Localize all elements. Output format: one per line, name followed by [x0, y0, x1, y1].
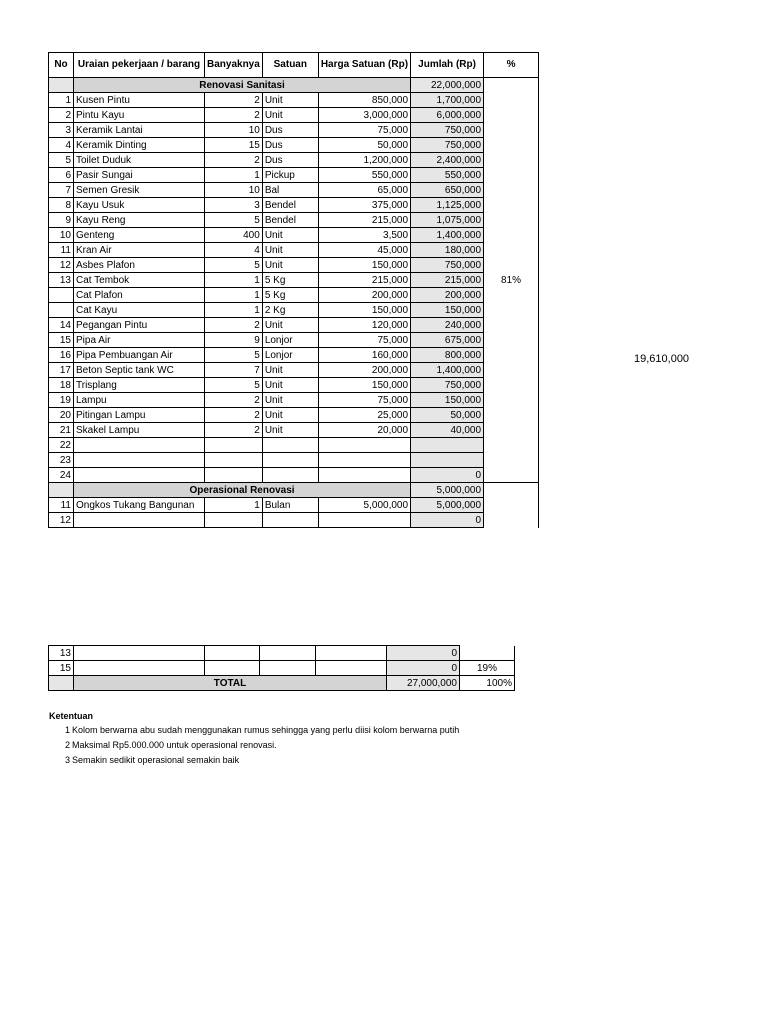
- cell-qty[interactable]: 1: [205, 273, 263, 288]
- cell-amount[interactable]: 240,000: [411, 318, 484, 333]
- section-header-renovasi: [49, 78, 539, 93]
- table-row: [49, 333, 539, 348]
- cell-qty[interactable]: 15: [205, 138, 263, 153]
- cell-item[interactable]: Genteng: [74, 228, 205, 243]
- total-no-cell: [49, 676, 74, 691]
- notes-heading: Ketentuan: [49, 711, 94, 721]
- cell-price[interactable]: [316, 661, 387, 676]
- cell-amount[interactable]: 1,075,000: [411, 213, 484, 228]
- cell-qty[interactable]: [205, 646, 260, 661]
- cell-qty[interactable]: [205, 453, 263, 468]
- note-text: Semakin sedikit operasional semakin baik: [72, 755, 240, 765]
- cell-price[interactable]: 20,000: [318, 423, 410, 438]
- cell-no[interactable]: 11: [49, 243, 74, 258]
- cell-qty[interactable]: 400: [205, 228, 263, 243]
- cell-price[interactable]: 50,000: [318, 138, 410, 153]
- cell-amount[interactable]: 180,000: [411, 243, 484, 258]
- note-text: Kolom berwarna abu sudah menggunakan rumus sehingga yang perlu diisi kolom berwarna putih: [72, 725, 460, 735]
- cell-qty[interactable]: 2: [205, 93, 263, 108]
- cell-amount[interactable]: 675,000: [411, 333, 484, 348]
- cell-price[interactable]: 1,200,000: [318, 153, 410, 168]
- cell-price[interactable]: [318, 513, 410, 528]
- table-row: [49, 198, 539, 213]
- cell-price[interactable]: 65,000: [318, 183, 410, 198]
- cell-amount[interactable]: 215,000: [411, 273, 484, 288]
- cell-amount[interactable]: 750,000: [411, 138, 484, 153]
- cell-unit[interactable]: 5 Kg: [262, 273, 318, 288]
- cell-qty[interactable]: 5: [205, 348, 263, 363]
- cell-amount[interactable]: 200,000: [411, 288, 484, 303]
- table-row: [49, 93, 539, 108]
- cell-qty[interactable]: 3: [205, 198, 263, 213]
- table-row: [49, 438, 539, 453]
- cell-amount[interactable]: 50,000: [411, 408, 484, 423]
- table-row: [49, 646, 515, 661]
- note-item: [63, 740, 459, 755]
- cell-unit[interactable]: Unit: [262, 393, 318, 408]
- cell-unit[interactable]: Unit: [262, 363, 318, 378]
- cell-no[interactable]: 8: [49, 198, 74, 213]
- cell-item[interactable]: [74, 453, 205, 468]
- header-qty: Banyaknya: [205, 53, 263, 78]
- cell-price[interactable]: 215,000: [318, 213, 410, 228]
- cell-no[interactable]: 15: [49, 661, 74, 676]
- section-percent[interactable]: 19%: [460, 661, 515, 676]
- cell-item[interactable]: Keramik Dinting: [74, 138, 205, 153]
- cell-price[interactable]: 160,000: [318, 348, 410, 363]
- cell-no[interactable]: 23: [49, 453, 74, 468]
- cell-amount[interactable]: 750,000: [411, 123, 484, 138]
- cell-no[interactable]: 1: [49, 93, 74, 108]
- total-row: [49, 676, 515, 691]
- cell-unit[interactable]: Dus: [262, 123, 318, 138]
- cell-price[interactable]: [318, 468, 410, 483]
- cell-no[interactable]: 18: [49, 378, 74, 393]
- table-row: [49, 123, 539, 138]
- cell-item[interactable]: Kran Air: [74, 243, 205, 258]
- cell-unit[interactable]: [260, 646, 316, 661]
- cell-unit[interactable]: Unit: [262, 243, 318, 258]
- cell-no[interactable]: 7: [49, 183, 74, 198]
- table-row: [49, 468, 539, 483]
- note-item: [63, 725, 459, 740]
- cell-amount[interactable]: 5,000,000: [411, 498, 484, 513]
- header-price: Harga Satuan (Rp): [318, 53, 410, 78]
- cell-unit[interactable]: Unit: [262, 93, 318, 108]
- section-no-cell: [49, 78, 74, 93]
- cell-item[interactable]: [74, 438, 205, 453]
- cell-item[interactable]: Cat Kayu: [74, 303, 205, 318]
- cell-unit[interactable]: Bal: [262, 183, 318, 198]
- table-row: [49, 378, 539, 393]
- table-row: [49, 183, 539, 198]
- cell-no[interactable]: 9: [49, 213, 74, 228]
- total-percent[interactable]: 100%: [460, 676, 515, 691]
- cell-no[interactable]: [49, 288, 74, 303]
- cell-no[interactable]: 19: [49, 393, 74, 408]
- cell-item[interactable]: Pegangan Pintu: [74, 318, 205, 333]
- cell-price[interactable]: [316, 646, 387, 661]
- cell-item[interactable]: Pitingan Lampu: [74, 408, 205, 423]
- cell-qty[interactable]: [205, 468, 263, 483]
- note-number: 3: [64, 755, 70, 765]
- budget-table-continued: [48, 645, 515, 691]
- cell-amount[interactable]: 0: [387, 646, 460, 661]
- table-row: [49, 243, 539, 258]
- cell-no[interactable]: 20: [49, 408, 74, 423]
- table-row: [49, 258, 539, 273]
- table-row: [49, 228, 539, 243]
- table-row: [49, 318, 539, 333]
- cell-amount[interactable]: 1,400,000: [411, 363, 484, 378]
- cell-no[interactable]: 3: [49, 123, 74, 138]
- section-no-cell: [49, 483, 74, 498]
- header-row: [49, 53, 539, 78]
- cell-unit[interactable]: Lonjor: [262, 348, 318, 363]
- cell-item[interactable]: Pintu Kayu: [74, 108, 205, 123]
- cell-amount[interactable]: 2,400,000: [411, 153, 484, 168]
- cell-no[interactable]: 10: [49, 228, 74, 243]
- cell-amount[interactable]: 6,000,000: [411, 108, 484, 123]
- table-row: [49, 273, 539, 288]
- cell-amount[interactable]: [411, 453, 484, 468]
- cell-qty[interactable]: 1: [205, 288, 263, 303]
- cell-amount[interactable]: 800,000: [411, 348, 484, 363]
- cell-price[interactable]: 3,500: [318, 228, 410, 243]
- cell-unit[interactable]: Unit: [262, 228, 318, 243]
- table-row: [49, 453, 539, 468]
- cell-qty[interactable]: 2: [205, 108, 263, 123]
- table-row: [49, 138, 539, 153]
- cell-no[interactable]: 6: [49, 168, 74, 183]
- cell-item[interactable]: [74, 661, 205, 676]
- cell-price[interactable]: 45,000: [318, 243, 410, 258]
- cell-unit[interactable]: Bulan: [262, 498, 318, 513]
- cell-price[interactable]: 215,000: [318, 273, 410, 288]
- cell-price[interactable]: 150,000: [318, 303, 410, 318]
- cell-price[interactable]: 550,000: [318, 168, 410, 183]
- cell-price[interactable]: 5,000,000: [318, 498, 410, 513]
- table-row: [49, 108, 539, 123]
- cell-qty[interactable]: 2: [205, 153, 263, 168]
- cell-amount[interactable]: 750,000: [411, 378, 484, 393]
- cell-amount[interactable]: 0: [411, 468, 484, 483]
- cell-no[interactable]: 4: [49, 138, 74, 153]
- cell-item[interactable]: Kusen Pintu: [74, 93, 205, 108]
- table-row: [49, 213, 539, 228]
- cell-qty[interactable]: 10: [205, 183, 263, 198]
- cell-qty[interactable]: 5: [205, 213, 263, 228]
- header-unit: Satuan: [262, 53, 318, 78]
- cell-no[interactable]: 12: [49, 513, 74, 528]
- note-number: 2: [64, 740, 70, 750]
- cell-item[interactable]: Ongkos Tukang Bangunan: [74, 498, 205, 513]
- cell-item[interactable]: Pasir Sungai: [74, 168, 205, 183]
- cell-amount[interactable]: 0: [411, 513, 484, 528]
- cell-qty[interactable]: 2: [205, 423, 263, 438]
- cell-item[interactable]: Cat Plafon: [74, 288, 205, 303]
- cell-item[interactable]: [74, 646, 205, 661]
- cell-no[interactable]: 11: [49, 498, 74, 513]
- table-row: [49, 498, 539, 513]
- cell-price[interactable]: 850,000: [318, 93, 410, 108]
- cell-no[interactable]: 16: [49, 348, 74, 363]
- cell-item[interactable]: Kayu Reng: [74, 213, 205, 228]
- cell-amount[interactable]: 550,000: [411, 168, 484, 183]
- cell-no[interactable]: 12: [49, 258, 74, 273]
- note-item: [63, 755, 459, 770]
- cell-item[interactable]: [74, 513, 205, 528]
- cell-item[interactable]: Kayu Usuk: [74, 198, 205, 213]
- cell-unit[interactable]: Unit: [262, 423, 318, 438]
- cell-item[interactable]: Semen Gresik: [74, 183, 205, 198]
- note-text: Maksimal Rp5.000.000 untuk operasional renovasi.: [72, 740, 277, 750]
- header-item: Uraian pekerjaan / barang: [74, 53, 205, 78]
- cell-price[interactable]: 75,000: [318, 393, 410, 408]
- cell-unit[interactable]: Unit: [262, 408, 318, 423]
- table-row: [49, 423, 539, 438]
- cell-price[interactable]: 150,000: [318, 258, 410, 273]
- table-row: [49, 513, 539, 528]
- section-title: Operasional Renovasi: [74, 483, 411, 498]
- percent-blank: [460, 646, 515, 661]
- cell-no[interactable]: 24: [49, 468, 74, 483]
- cell-qty[interactable]: 2: [205, 408, 263, 423]
- cell-item[interactable]: Asbes Plafon: [74, 258, 205, 273]
- table-row: [49, 168, 539, 183]
- cell-no[interactable]: [49, 303, 74, 318]
- table-row: [49, 408, 539, 423]
- cell-qty[interactable]: 9: [205, 333, 263, 348]
- cell-item[interactable]: Beton Septic tank WC: [74, 363, 205, 378]
- section-percent-empty: [484, 483, 539, 528]
- cell-qty[interactable]: [205, 513, 263, 528]
- section-percent[interactable]: 81%: [484, 78, 539, 483]
- table-row: [49, 303, 539, 318]
- cell-price[interactable]: 200,000: [318, 363, 410, 378]
- cell-qty[interactable]: 4: [205, 243, 263, 258]
- cell-price[interactable]: 75,000: [318, 333, 410, 348]
- cell-qty[interactable]: 10: [205, 123, 263, 138]
- section-total[interactable]: 5,000,000: [411, 483, 484, 498]
- cell-price[interactable]: [318, 453, 410, 468]
- cell-qty[interactable]: 2: [205, 318, 263, 333]
- cell-unit[interactable]: Lonjor: [262, 333, 318, 348]
- cell-price[interactable]: 3,000,000: [318, 108, 410, 123]
- table-row: [49, 393, 539, 408]
- cell-qty[interactable]: [205, 661, 260, 676]
- cell-amount[interactable]: 150,000: [411, 393, 484, 408]
- cell-unit[interactable]: Unit: [262, 378, 318, 393]
- cell-amount[interactable]: 750,000: [411, 258, 484, 273]
- cell-price[interactable]: 375,000: [318, 198, 410, 213]
- cell-amount[interactable]: 1,400,000: [411, 228, 484, 243]
- cell-unit[interactable]: Unit: [262, 318, 318, 333]
- cell-item[interactable]: Lampu: [74, 393, 205, 408]
- table-row: [49, 288, 539, 303]
- cell-unit[interactable]: Bendel: [262, 198, 318, 213]
- cell-qty[interactable]: [205, 438, 263, 453]
- header-percent: %: [484, 53, 539, 78]
- cell-no[interactable]: 13: [49, 273, 74, 288]
- cell-unit[interactable]: 2 Kg: [262, 303, 318, 318]
- cell-unit[interactable]: [262, 468, 318, 483]
- cell-price[interactable]: [318, 438, 410, 453]
- budget-table: [48, 52, 539, 528]
- cell-price[interactable]: 75,000: [318, 123, 410, 138]
- cell-unit[interactable]: Bendel: [262, 213, 318, 228]
- cell-price[interactable]: 120,000: [318, 318, 410, 333]
- cell-qty[interactable]: 1: [205, 498, 263, 513]
- header-no: No: [49, 53, 74, 78]
- cell-unit[interactable]: 5 Kg: [262, 288, 318, 303]
- table-row: [49, 363, 539, 378]
- cell-unit[interactable]: [262, 513, 318, 528]
- note-number: 1: [64, 725, 70, 735]
- cell-item[interactable]: Trisplang: [74, 378, 205, 393]
- cell-item[interactable]: Skakel Lampu: [74, 423, 205, 438]
- cell-qty[interactable]: 5: [205, 378, 263, 393]
- table-row: [49, 153, 539, 168]
- cell-amount[interactable]: 1,700,000: [411, 93, 484, 108]
- total-amount[interactable]: 27,000,000: [387, 676, 460, 691]
- cell-price[interactable]: 25,000: [318, 408, 410, 423]
- cell-unit[interactable]: [262, 438, 318, 453]
- outside-total-value[interactable]: 19,610,000: [634, 353, 690, 365]
- cell-no[interactable]: 15: [49, 333, 74, 348]
- cell-item[interactable]: Pipa Air: [74, 333, 205, 348]
- cell-item[interactable]: Pipa Pembuangan Air: [74, 348, 205, 363]
- cell-amount[interactable]: 40,000: [411, 423, 484, 438]
- cell-qty[interactable]: 1: [205, 168, 263, 183]
- cell-no[interactable]: 14: [49, 318, 74, 333]
- cell-price[interactable]: 150,000: [318, 378, 410, 393]
- cell-amount[interactable]: 150,000: [411, 303, 484, 318]
- cell-item[interactable]: Keramik Lantai: [74, 123, 205, 138]
- cell-amount[interactable]: 650,000: [411, 183, 484, 198]
- section-header-operasional: [49, 483, 539, 498]
- cell-no[interactable]: 22: [49, 438, 74, 453]
- cell-item[interactable]: Toilet Duduk: [74, 153, 205, 168]
- cell-unit[interactable]: Dus: [262, 138, 318, 153]
- cell-item[interactable]: [74, 468, 205, 483]
- table-row: [49, 661, 515, 676]
- cell-qty[interactable]: 2: [205, 393, 263, 408]
- table-row: [49, 348, 539, 363]
- cell-unit[interactable]: Pickup: [262, 168, 318, 183]
- header-amount: Jumlah (Rp): [411, 53, 484, 78]
- cell-no[interactable]: 2: [49, 108, 74, 123]
- cell-unit[interactable]: [262, 453, 318, 468]
- cell-qty[interactable]: 5: [205, 258, 263, 273]
- cell-item[interactable]: Cat Tembok: [74, 273, 205, 288]
- section-title: Renovasi Sanitasi: [74, 78, 411, 93]
- cell-qty[interactable]: 1: [205, 303, 263, 318]
- notes-section: [49, 711, 459, 770]
- cell-unit[interactable]: [260, 661, 316, 676]
- cell-no[interactable]: 5: [49, 153, 74, 168]
- cell-no[interactable]: 13: [49, 646, 74, 661]
- section-total[interactable]: 22,000,000: [411, 78, 484, 93]
- cell-amount[interactable]: [411, 438, 484, 453]
- cell-amount[interactable]: 1,125,000: [411, 198, 484, 213]
- cell-price[interactable]: 200,000: [318, 288, 410, 303]
- cell-unit[interactable]: Dus: [262, 153, 318, 168]
- cell-unit[interactable]: Unit: [262, 258, 318, 273]
- cell-qty[interactable]: 7: [205, 363, 263, 378]
- cell-no[interactable]: 21: [49, 423, 74, 438]
- cell-amount[interactable]: 0: [387, 661, 460, 676]
- cell-no[interactable]: 17: [49, 363, 74, 378]
- total-label: TOTAL: [74, 676, 387, 691]
- cell-unit[interactable]: Unit: [262, 108, 318, 123]
